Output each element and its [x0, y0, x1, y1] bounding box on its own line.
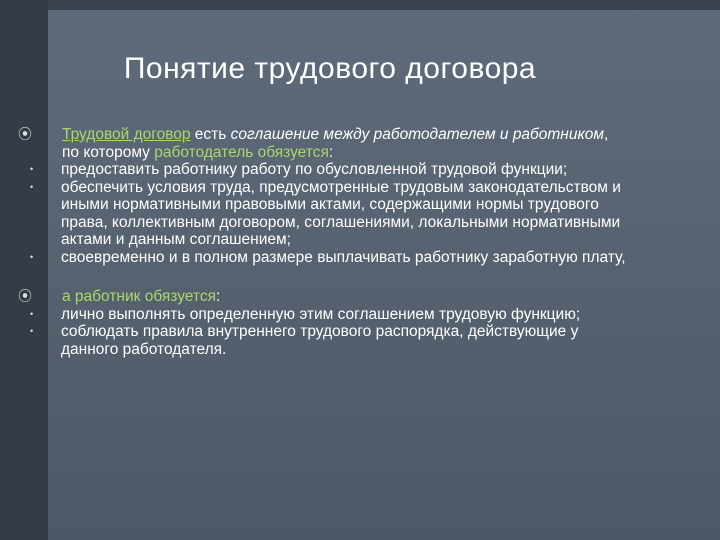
list-item: • лично выполнять определенную этим соглашением трудовую функцию;	[30, 305, 581, 323]
employee-obliged-text: а работник обязуется	[62, 288, 216, 305]
dot-icon: •	[30, 326, 34, 336]
dot-icon: •	[30, 308, 34, 319]
dot-icon: •	[30, 251, 34, 262]
main-point-employer: ⦿ Трудовой договор есть соглашение между работодателем и работником, по которому работодатель обязуется:	[18, 126, 609, 161]
dot-icon: •	[30, 164, 34, 174]
main-point-employee: ⦿ а работник обязуется:	[18, 288, 221, 305]
slide-content	[18, 126, 628, 358]
employer-obliged-text: работодатель обязуется	[154, 143, 329, 161]
definition-text: соглашение между работодателем и работником	[230, 126, 605, 143]
circled-dot-icon: ⦿	[18, 288, 32, 304]
list-item: • предоставить работнику работу по обусловленной трудовой функции;	[30, 161, 568, 178]
dot-icon: •	[30, 181, 34, 192]
slide-title: Понятие трудового договора	[123, 52, 537, 85]
list-item: • соблюдать правила внутреннего трудового распорядка, действующие у данного работодателя.	[30, 323, 579, 358]
list-item: • обеспечить условия труда, предусмотренные трудовым законодательством и иными нормативными правовыми актами, содержащими нормы трудового права, коллективным договором, соглашениями, локальными нормативными актами и данным соглашением;	[30, 178, 621, 248]
term-link[interactable]: Трудовой договор	[62, 126, 191, 143]
list-item: • своевременно и в полном размере выплачивать работнику заработную плату,	[30, 248, 626, 266]
panel-top-band	[48, 0, 720, 10]
circled-dot-icon: ⦿	[18, 126, 32, 142]
